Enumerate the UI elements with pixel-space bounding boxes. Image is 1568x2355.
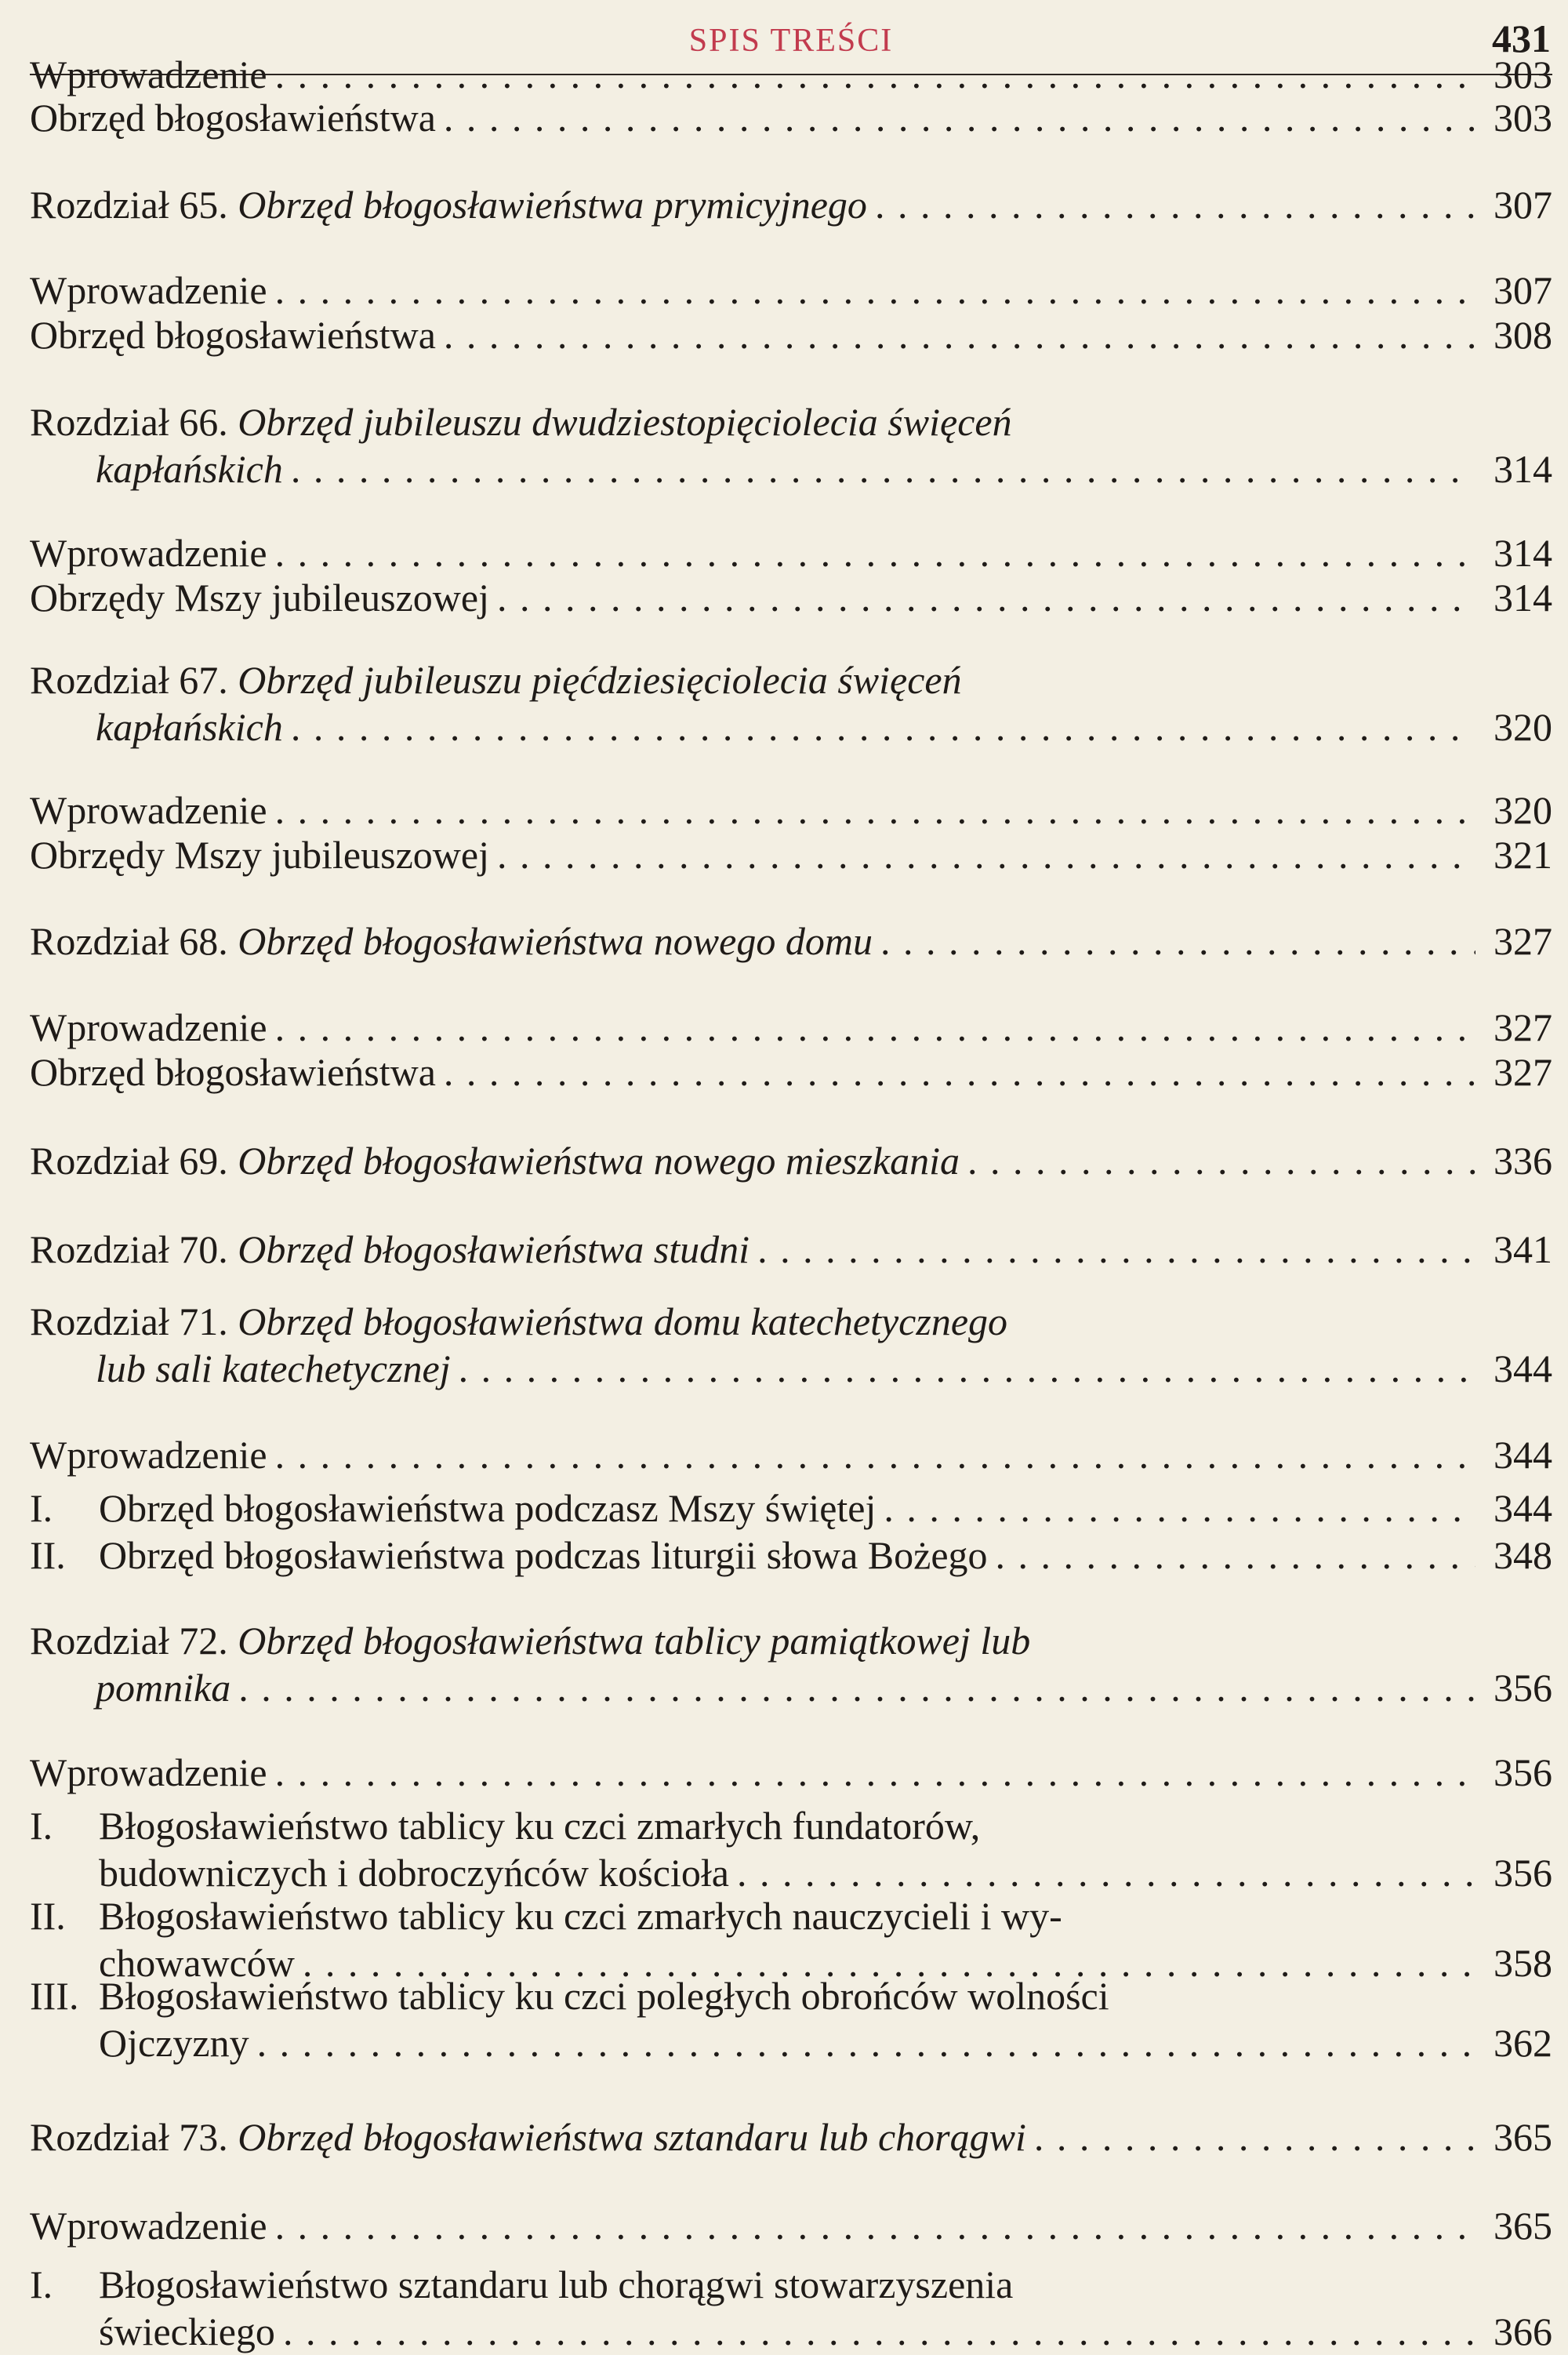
toc-entry-line — [30, 2261, 1552, 2308]
section-numeral: II. — [30, 1894, 66, 1938]
section-numeral: II. — [30, 1533, 66, 1577]
toc-entry-continuation — [30, 703, 1552, 750]
toc-entry-line — [30, 529, 1552, 576]
toc-entry — [30, 1485, 1552, 1532]
toc-entry-line — [30, 1048, 1552, 1096]
section-numeral: I. — [30, 1804, 53, 1848]
toc-entry-line — [30, 1617, 1552, 1664]
chapter-title: Obrzęd błogosławieństwa sztandaru lub chorągwi — [238, 2115, 1026, 2159]
dot-leader — [459, 1345, 1475, 1392]
dot-leader — [275, 787, 1475, 834]
page-number: 431 — [1492, 16, 1551, 60]
dot-leader — [275, 267, 1475, 314]
entry-title: Wprowadzenie — [30, 788, 267, 832]
toc-entry-line — [30, 267, 1552, 314]
running-title: SPIS TREŚCI — [688, 23, 894, 59]
entry-page-number: 362 — [1494, 2021, 1552, 2065]
entry-page-number: 327 — [1494, 1050, 1552, 1094]
toc-entry — [30, 1226, 1552, 1273]
toc-entry-continuation — [30, 1849, 1552, 1896]
entry-page-number: 327 — [1494, 1005, 1552, 1049]
toc-entry — [30, 94, 1552, 141]
toc-entry — [30, 398, 1552, 492]
toc-entry-line — [30, 94, 1552, 141]
toc-entry — [30, 918, 1552, 965]
chapter-title: Obrzęd błogosławieństwa domu katechetycznego — [238, 1299, 1008, 1343]
dot-leader — [444, 94, 1475, 141]
toc-entry — [30, 831, 1552, 878]
entry-page-number: 358 — [1494, 1941, 1552, 1985]
toc-entry — [30, 1532, 1552, 1579]
toc-entry-line — [30, 1485, 1552, 1532]
entry-title: Obrzęd błogosławieństwa — [30, 313, 436, 357]
chapter-title: Obrzęd błogosławieństwa nowego mieszkania — [238, 1139, 960, 1183]
entry-title: Wprowadzenie — [30, 268, 267, 312]
entry-page-number: 344 — [1494, 1433, 1552, 1477]
chapter-title: Obrzęd błogosławieństwa tablicy pamiątkowej lub — [238, 1619, 1031, 1663]
toc-entry-line — [30, 1226, 1552, 1273]
toc-entry — [30, 2202, 1552, 2249]
toc-entry-line — [30, 1004, 1552, 1051]
entry-title: Wprowadzenie — [30, 1433, 267, 1477]
dot-leader — [291, 445, 1475, 492]
entry-page-number: 303 — [1494, 53, 1552, 96]
dot-leader — [497, 574, 1475, 621]
toc-entry-line — [30, 1532, 1552, 1579]
entry-page-number: 307 — [1494, 183, 1552, 227]
toc-entry-line — [30, 181, 1552, 228]
entry-page-number: 366 — [1494, 2310, 1552, 2353]
entry-title: Obrzęd błogosławieństwa — [30, 96, 436, 140]
toc-entry-continuation — [30, 1664, 1552, 1711]
chapter-title: Obrzęd błogosławieństwa prymicyjnego — [238, 183, 867, 227]
entry-title-continuation: świeckiego — [99, 2310, 275, 2353]
dot-leader — [275, 529, 1475, 576]
dot-leader — [257, 2019, 1475, 2066]
entry-page-number: 320 — [1494, 705, 1552, 749]
entry-page-number: 321 — [1494, 833, 1552, 877]
chapter-label: Rozdział 66. — [30, 400, 238, 444]
entry-title-continuation: pomnika — [96, 1666, 231, 1710]
dot-leader — [275, 51, 1475, 98]
toc-entry — [30, 656, 1552, 750]
entry-title: Wprowadzenie — [30, 1005, 267, 1049]
section-numeral: I. — [30, 2262, 53, 2306]
toc-entry — [30, 2261, 1552, 2355]
toc-entry-line — [30, 1972, 1552, 2019]
dot-leader — [275, 1004, 1475, 1051]
entry-page-number: 344 — [1494, 1486, 1552, 1530]
toc-entry-line — [30, 918, 1552, 965]
chapter-title: Obrzęd błogosławieństwa studni — [238, 1227, 750, 1271]
toc-entry-line — [30, 2113, 1552, 2161]
section-numeral: III. — [30, 1974, 79, 2018]
toc-entry-line — [30, 787, 1552, 834]
entry-page-number: 356 — [1494, 1666, 1552, 1710]
toc-entry-continuation — [30, 2019, 1552, 2066]
dot-leader — [497, 831, 1475, 878]
toc-entry — [30, 267, 1552, 314]
entry-title-continuation: kapłańskich — [96, 705, 283, 749]
entry-title: Wprowadzenie — [30, 2204, 267, 2248]
toc-entry-line — [30, 2202, 1552, 2249]
chapter-title: Obrzęd jubileuszu dwudziestopięciolecia święceń — [238, 400, 1012, 444]
dot-leader — [283, 2308, 1475, 2355]
entry-title: Błogosławieństwo tablicy ku czci zmarłych nauczycieli i wy- — [99, 1894, 1062, 1938]
entry-title: Wprowadzenie — [30, 531, 267, 575]
dot-leader — [875, 181, 1475, 228]
dot-leader — [444, 311, 1475, 358]
entry-title: Wprowadzenie — [30, 1750, 267, 1794]
toc-entry — [30, 2113, 1552, 2161]
toc-entry-line — [30, 1892, 1552, 1939]
toc-entry — [30, 181, 1552, 228]
entry-page-number: 320 — [1494, 788, 1552, 832]
entry-page-number: 327 — [1494, 919, 1552, 963]
toc-entry — [30, 529, 1552, 576]
entry-page-number: 307 — [1494, 268, 1552, 312]
toc-entry-line — [30, 1749, 1552, 1796]
entry-page-number: 314 — [1494, 447, 1552, 491]
chapter-label: Rozdział 71. — [30, 1299, 238, 1343]
toc-entry — [30, 311, 1552, 358]
entry-title-continuation: kapłańskich — [96, 447, 283, 491]
toc-entry — [30, 1004, 1552, 1051]
entry-title: Błogosławieństwo tablicy ku czci poległych obrońców wolności — [99, 1974, 1109, 2018]
dot-leader — [275, 2202, 1475, 2249]
chapter-label: Rozdział 68. — [30, 919, 238, 963]
toc-entry-line — [30, 311, 1552, 358]
entry-page-number: 336 — [1494, 1139, 1552, 1183]
dot-leader — [444, 1048, 1475, 1096]
chapter-label: Rozdział 72. — [30, 1619, 238, 1663]
entry-page-number: 308 — [1494, 313, 1552, 357]
entry-title: Obrzędy Mszy jubileuszowej — [30, 833, 489, 877]
dot-leader — [737, 1849, 1475, 1896]
toc-entry — [30, 1431, 1552, 1478]
entry-page-number: 348 — [1494, 1533, 1552, 1577]
entry-title: Wprowadzenie — [30, 53, 267, 96]
chapter-label: Rozdział 67. — [30, 658, 238, 702]
dot-leader — [967, 1137, 1475, 1184]
toc-entry-continuation — [30, 1345, 1552, 1392]
dot-leader — [880, 918, 1475, 965]
dot-leader — [238, 1664, 1475, 1711]
dot-leader — [1034, 2113, 1475, 2161]
toc-entry-line — [30, 1298, 1552, 1345]
toc-entry-line — [30, 831, 1552, 878]
entry-title-continuation: lub sali katechetycznej — [96, 1346, 451, 1390]
chapter-title: Obrzęd błogosławieństwa nowego domu — [238, 919, 873, 963]
entry-page-number: 356 — [1494, 1750, 1552, 1794]
toc-entry-line — [30, 1137, 1552, 1184]
entry-title-continuation: Ojczyzny — [99, 2021, 249, 2065]
toc-entry-continuation — [30, 445, 1552, 492]
toc-entry — [30, 787, 1552, 834]
entry-title-continuation: chowawców — [99, 1941, 295, 1985]
dot-leader — [291, 703, 1475, 750]
entry-page-number: 314 — [1494, 576, 1552, 620]
toc-entry-line — [30, 51, 1552, 98]
dot-leader — [884, 1485, 1475, 1532]
toc-entry-line — [30, 574, 1552, 621]
dot-leader — [275, 1749, 1475, 1796]
entry-page-number: 365 — [1494, 2115, 1552, 2159]
toc-entry — [30, 1749, 1552, 1796]
toc-entry — [30, 1802, 1552, 1896]
dot-leader — [996, 1532, 1475, 1579]
toc-entry — [30, 1137, 1552, 1184]
entry-page-number: 344 — [1494, 1346, 1552, 1390]
entry-page-number: 314 — [1494, 531, 1552, 575]
entry-title: Obrzęd błogosławieństwa podczas liturgii słowa Bożego — [99, 1533, 988, 1577]
entry-title: Błogosławieństwo sztandaru lub chorągwi stowarzyszenia — [99, 2262, 1014, 2306]
toc-entry — [30, 1617, 1552, 1711]
toc-entry — [30, 1298, 1552, 1392]
entry-page-number: 341 — [1494, 1227, 1552, 1271]
toc-entry — [30, 574, 1552, 621]
chapter-label: Rozdział 65. — [30, 183, 238, 227]
toc-entry-continuation — [30, 2308, 1552, 2355]
section-numeral: I. — [30, 1486, 53, 1530]
toc-entry-line — [30, 1431, 1552, 1478]
entry-page-number: 365 — [1494, 2204, 1552, 2248]
toc-entry — [30, 51, 1552, 98]
entry-page-number: 303 — [1494, 96, 1552, 140]
entry-title: Obrzęd błogosławieństwa — [30, 1050, 436, 1094]
entry-title: Obrzęd błogosławieństwa podczasz Mszy świętej — [99, 1486, 877, 1530]
chapter-label: Rozdział 69. — [30, 1139, 238, 1183]
chapter-label: Rozdział 70. — [30, 1227, 238, 1271]
toc-entry-line — [30, 1802, 1552, 1849]
entry-title: Błogosławieństwo tablicy ku czci zmarłych fundatorów, — [99, 1804, 981, 1848]
toc-entry — [30, 1048, 1552, 1096]
chapter-title: Obrzęd jubileuszu pięćdziesięciolecia święceń — [238, 658, 962, 702]
chapter-label: Rozdział 73. — [30, 2115, 238, 2159]
entry-title-continuation: budowniczych i dobroczyńców kościoła — [99, 1851, 729, 1895]
toc-entry-line — [30, 398, 1552, 445]
entry-title: Obrzędy Mszy jubileuszowej — [30, 576, 489, 620]
toc-entry — [30, 1972, 1552, 2066]
entry-page-number: 356 — [1494, 1851, 1552, 1895]
dot-leader — [757, 1226, 1475, 1273]
dot-leader — [275, 1431, 1475, 1478]
toc-entry-line — [30, 656, 1552, 703]
